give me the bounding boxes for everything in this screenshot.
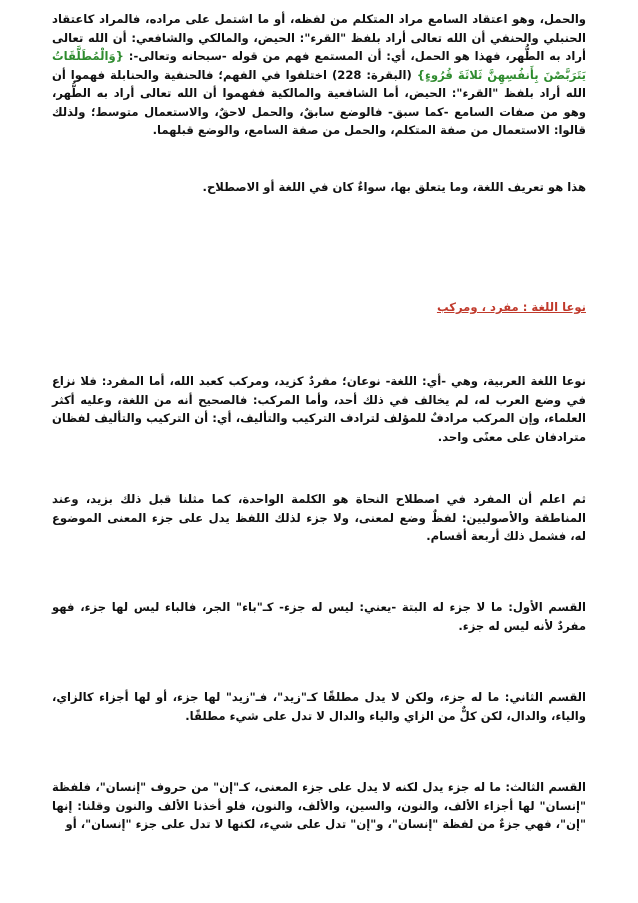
paragraph-second-section: القسم الثاني: ما له جزء، ولكن لا يدل مطلقًا كـ"زيد"، فـ"زيد" لها جزء، أو لها أجزاء كالزاي، والياء، والدال، لكن كلٌّ من الزاي والياء والدال لا تدل على شيء مطلقًا. [52, 690, 586, 723]
paragraph-types-of-language: نوعا اللغة العربية، وهي -أي: اللغة- نوعان؛ مفردٌ كزيد، ومركب كعبد الله، أما المفرد: فلا نزاع في وضع العرب له، لم يخالف في ذلك أحد، وأما المركب: فالصحيح أنه من اللغة، وعليه أكثر العلماء، وإن المركب مرادفٌ للمؤلف لترادف التركيب والتأليف، أي: أن التركيب والتأليف لفظان مترادفان على معنًى واحد. [52, 374, 586, 444]
paragraph-first-section: القسم الأول: ما لا جزء له البتة -يعني: ليس له جزء- كـ"باء" الجر، فالباء ليس لها جزء، فهو مفردٌ لأنه ليس له جزء. [52, 600, 586, 633]
section-heading: نوعا اللغة : مفرد ، ومركب [436, 300, 586, 314]
quran-verse: {وَالْمُطَلَّقَاتُ يَتَرَبَّصْنَ بِأَنفُسِهِنَّ ثَلاثَةَ قُرُوءٍ} [52, 49, 587, 82]
paragraph-haml-definition [52, 10, 586, 140]
paragraph-text-part-1: والحمل، وهو اعتقاد السامع مراد المتكلم من لفظه، أو ما اشتمل على مراده، فالمراد كاعتقاد الحنبلي والحنفي أن الله تعالى أراد بلفظ "القرء": الحيض، والمالكي والشافعي: أن الله تعالى أراد به الطُّهر، فهذا هو الحمل، أي: أن المستمع فهم من قوله -سبحانه وتعالى-: [52, 12, 586, 63]
paragraph-third-section: القسم الثالث: ما له جزء يدل لكنه لا يدل على جزء المعنى، كـ"إن" من حروف "إنسان"، فلفظة "إنسان" لها أجزاء الألف، والنون، والسين، والألف، والنون، فلو أخذنا الألف والنون وقلنا: إنها "إن"، فهي جزءٌ من لفظة "إنسان"، و"إن" تدل على شيء، لكنها لا تدل على جزء "إنسان"، أو [52, 780, 586, 831]
paragraph-summary: هذا هو تعريف اللغة، وما يتعلق بها، سواءٌ كان في اللغة أو الاصطلاح. [202, 180, 586, 194]
paragraph-mufrad-definition: ثم اعلم أن المفرد في اصطلاح النحاة هو الكلمة الواحدة، كما مثلنا قبل ذلك بزيد، وعند المناطقة والأصوليين: لفظٌ وضع لمعنى، ولا جزء لذلك اللفظ يدل على جزء المعنى الموضوع له، فشمل ذلك أربعة أقسام. [52, 492, 586, 543]
paragraph-text-part-2: (البقرة: 228) اختلفوا في الفهم؛ فالحنفية والحنابلة فهموا أن الله أراد بلفظ "القرء": الحيض، أما الشافعية والمالكية ففهموا أن الله تعالى أراد به الطُّهر، وهو من صفات السامع -كما سبق- فالوضع سابقٌ، والحمل لاحقٌ، والاستعمال متوسط؛ ولذلك قالوا: الاستعمال من صفة المتكلم، والحمل من صفة السامع، والوضع قبلهما. [52, 67, 586, 137]
